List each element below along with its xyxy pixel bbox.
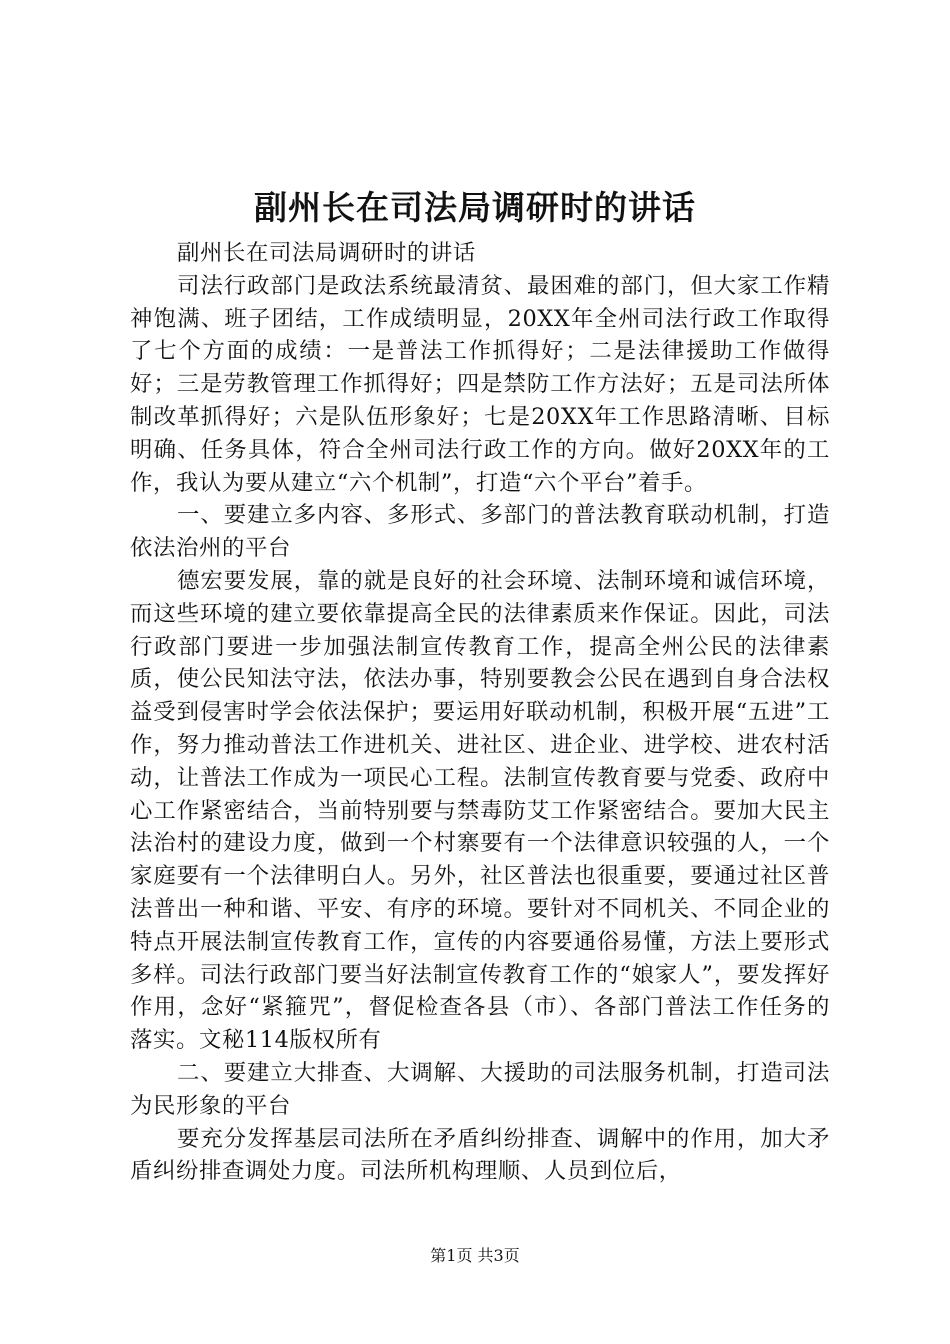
section-heading-1: 一、要建立多内容、多形式、多部门的普法教育联动机制，打造依法治州的平台 [130,502,830,562]
paragraph-section-2: 要充分发挥基层司法所在矛盾纠纷排查、调解中的作用，加大矛盾纠纷排查调处力度。司法所机构理顺、人员到位后， [130,1125,830,1185]
paragraph-intro: 司法行政部门是政法系统最清贫、最困难的部门，但大家工作精神饱满、班子团结，工作成绩明显，20XX年全州司法行政工作取得了七个方面的成绩：一是普法工作抓得好；二是法律援助工作做得好；三是劳教管理工作抓得好；四是禁防工作方法好；五是司法所体制改革抓得好；六是队伍形象好；七是20XX年工作思路清晰、目标明确、任务具体，符合全州司法行政工作的方向。做好20XX年的工作，我认为要从建立“六个机制”，打造“六个平台”着手。 [130,272,830,496]
document-title: 副州长在司法局调研时的讲话 [254,188,696,227]
section-heading-2: 二、要建立大排查、大调解、大援助的司法服务机制，打造司法为民形象的平台 [130,1059,830,1119]
page-footer: 第1页 共3页 [430,1246,520,1265]
paragraph-section-1: 德宏要发展，靠的就是良好的社会环境、法制环境和诚信环境，而这些环境的建立要依靠提高全民的法律素质来作保证。因此，司法行政部门要进一步加强法制宣传教育工作，提高全州公民的法律素质，使公民知法守法，依法办事，特别要教会公民在遇到自身合法权益受到侵害时学会依法保护；要运用好联动机制，积极开展“五进”工作，努力推动普法工作进机关、进社区、进企业、进学校、进农村活动，让普法工作成为一项民心工程。法制宣传教育要与党委、政府中心工作紧密结合，当前特别要与禁毒防艾工作紧密结合。要加大民主法治村的建设力度，做到一个村寨要有一个法律意识较强的人，一个家庭要有一个法律明白人。另外，社区普法也很重要，要通过社区普法普出一种和谐、平安、有序的环境。要针对不同机关、不同企业的特点开展法制宣传教育工作，宣传的内容要通俗易懂，方法上要形式多样。司法行政部门要当好法制宣传教育工作的“娘家人”，要发挥好作用，念好“紧箍咒”，督促检查各县（市）、各部门普法工作任务的落实。文秘114版权所有 [130,567,830,1054]
paragraph-subtitle: 副州长在司法局调研时的讲话 [177,240,476,266]
document-body [130,237,830,1188]
